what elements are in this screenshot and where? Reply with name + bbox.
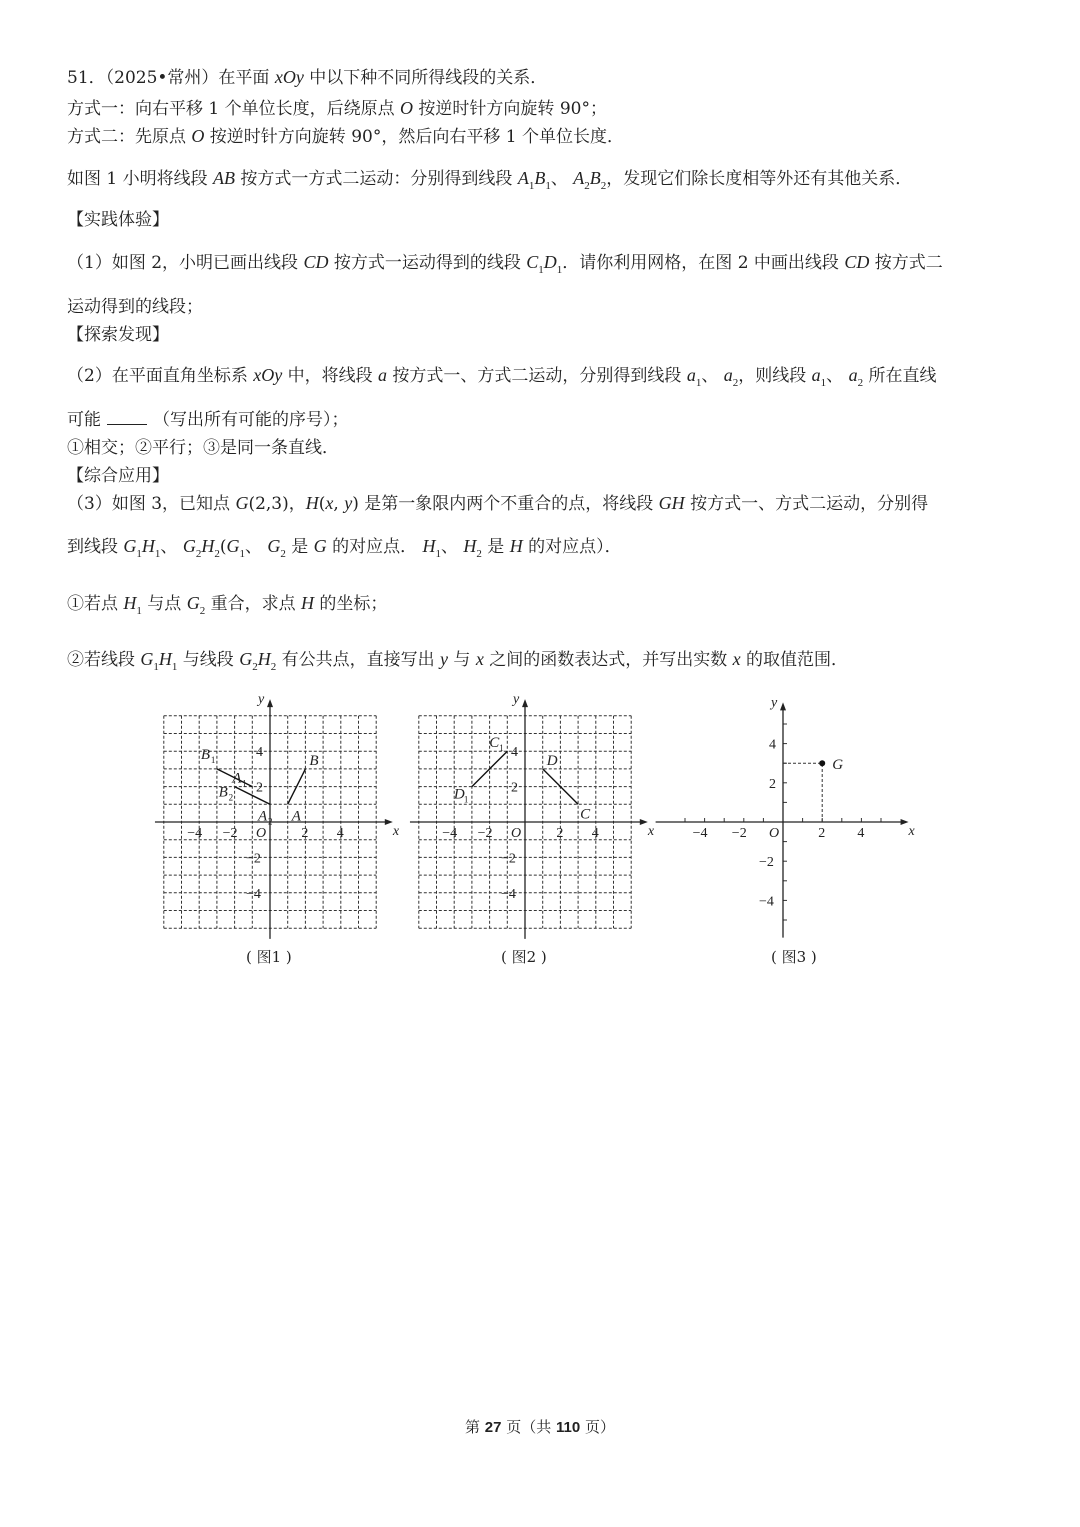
text-run: 之间的函数表达式，并写出实数 xyxy=(483,650,733,670)
math-symbol: H xyxy=(257,649,271,669)
x-tick-label: −2 xyxy=(731,826,747,841)
text-run: 【实践体验】 xyxy=(67,210,169,230)
text-run: 是 xyxy=(481,537,510,557)
text-run: 的对应点． xyxy=(326,537,423,557)
point-label: B xyxy=(309,752,319,769)
subscript: 1 xyxy=(239,548,245,560)
math-symbol: H xyxy=(158,649,172,669)
text-run: （1）如图 2，小明已画出线段 xyxy=(67,253,304,273)
text-run: 按方式一、方式二运动，分别得到线段 xyxy=(387,366,687,386)
math-symbol: O xyxy=(191,126,205,146)
text-run: ②若线段 xyxy=(67,650,141,670)
figure-2 xyxy=(410,692,655,966)
y-tick-label: −4 xyxy=(759,894,774,910)
text-run: 按逆时针方向旋转 90°，然后向右平移 1 个单位长度． xyxy=(204,127,624,147)
y-axis-label: y xyxy=(771,695,778,711)
math-symbol: G xyxy=(267,536,281,556)
subscript: 1 xyxy=(545,180,551,192)
text-run: （2）在平面直角坐标系 xyxy=(67,366,254,386)
text-run: 方式一：向右平移 1 个单位长度，后绕原点 xyxy=(67,99,401,119)
math-symbol: H xyxy=(509,536,523,556)
subscript: 2 xyxy=(270,661,277,673)
x-tick-label: 2 xyxy=(818,826,826,841)
subscript: 1 xyxy=(538,264,544,276)
text-run: （写出所有可能的序号）； xyxy=(153,410,349,430)
x-axis-label: x xyxy=(392,824,400,839)
figure-3 xyxy=(656,695,916,966)
text-run: 是 xyxy=(285,537,314,557)
text-run: ，则线段 xyxy=(738,366,812,386)
text-run: 与点 xyxy=(141,594,187,614)
text-run: 中，将线段 xyxy=(282,366,379,386)
x-arrow-icon xyxy=(385,819,393,825)
y-tick-label: 4 xyxy=(511,745,518,761)
subscript: 1 xyxy=(171,661,178,673)
subscript: 2 xyxy=(252,661,258,673)
y-arrow-icon xyxy=(780,702,786,710)
x-tick-label: −4 xyxy=(692,826,708,841)
text-run: 所在直线 xyxy=(863,366,937,386)
math-symbol: H xyxy=(141,536,155,556)
subscript: 2 xyxy=(732,377,739,389)
text-run: 方式二：先原点 xyxy=(67,127,192,147)
point-label-subscript: 1 xyxy=(499,743,504,754)
text-run: ( xyxy=(318,494,326,514)
point-label-subscript: 1 xyxy=(210,754,216,765)
text-run: 、 xyxy=(550,169,574,189)
x-tick-label: 2 xyxy=(301,826,309,841)
y-tick-label: −2 xyxy=(246,851,261,867)
x-arrow-icon xyxy=(901,819,909,825)
math-symbol: H xyxy=(301,593,315,613)
math-symbol: G xyxy=(123,536,137,556)
math-symbol: G xyxy=(140,649,154,669)
y-tick-label: −4 xyxy=(246,886,261,902)
point-label-subscript: 2 xyxy=(228,792,234,803)
math-symbol: GH xyxy=(658,493,685,513)
subscript: 2 xyxy=(195,548,202,560)
text-run: 的对应点）． xyxy=(522,537,622,557)
text-run: 【综合应用】 xyxy=(67,466,169,486)
y-axis-label: y xyxy=(513,692,520,708)
y-tick-label: −4 xyxy=(501,886,516,902)
text-run: (2,3)， xyxy=(248,494,306,514)
x-arrow-icon xyxy=(640,819,648,825)
math-symbol: CD xyxy=(844,252,870,272)
math-symbol: G xyxy=(186,593,200,613)
x-axis-label: x xyxy=(647,824,655,839)
subscript: 2 xyxy=(600,180,607,192)
subscript: 1 xyxy=(153,661,159,673)
point-marker xyxy=(819,760,825,766)
y-tick-label: 2 xyxy=(256,780,263,796)
point-label: D xyxy=(546,752,558,769)
figure-caption: ( 图2 ) xyxy=(501,948,547,966)
math-symbol: xOy xyxy=(253,365,283,385)
subscript: 1 xyxy=(556,264,563,276)
x-tick-label: 4 xyxy=(857,826,865,841)
page-footer xyxy=(0,1416,1080,1437)
text-run: 运动得到的线段； xyxy=(67,297,203,317)
math-symbol: x xyxy=(732,649,741,669)
point-label: A xyxy=(258,808,268,825)
math-symbol: C xyxy=(526,252,539,272)
math-symbol: O xyxy=(400,98,414,118)
point-label: C xyxy=(489,735,500,752)
footer-text: 页（共 xyxy=(501,1418,557,1436)
text-run: 按逆时针方向旋转 90°； xyxy=(413,99,607,119)
footer-text: 第 xyxy=(465,1418,485,1436)
subscript: 1 xyxy=(820,377,827,389)
page-number: 27 xyxy=(484,1419,502,1436)
subscript: 1 xyxy=(695,377,702,389)
text-run: 如图 1 小明将线段 xyxy=(67,169,214,189)
text-run: 到线段 xyxy=(67,537,124,557)
y-tick-label: 4 xyxy=(256,745,263,761)
math-symbol: A xyxy=(517,168,529,188)
y-tick-label: 2 xyxy=(769,776,776,792)
line-segment xyxy=(543,769,578,804)
text-run: 、 xyxy=(440,537,464,557)
math-symbol: x xyxy=(475,649,484,669)
point-label: B xyxy=(218,784,228,801)
text-run: 中以下种不同所得线段的关系． xyxy=(303,68,548,88)
math-symbol: H xyxy=(463,536,477,556)
text-run: ①相交；②平行；③是同一条直线． xyxy=(67,438,339,458)
footer-text: 页） xyxy=(580,1418,615,1436)
point-label: B xyxy=(200,746,211,763)
subscript: 1 xyxy=(136,548,142,560)
text-run: 的取值范围． xyxy=(740,650,849,670)
math-symbol: a xyxy=(378,365,388,385)
math-symbol: y xyxy=(344,493,353,513)
page-total: 110 xyxy=(556,1419,581,1436)
origin-label: O xyxy=(511,826,522,841)
math-symbol: xOy xyxy=(274,67,304,87)
math-symbol: a xyxy=(811,365,821,385)
math-symbol: G xyxy=(239,649,253,669)
math-symbol: D xyxy=(543,252,557,272)
math-symbol: y xyxy=(440,649,449,669)
x-tick-label: −2 xyxy=(222,826,238,841)
math-symbol: G xyxy=(182,536,196,556)
text-run: , xyxy=(333,494,345,514)
origin-label: O xyxy=(769,826,780,841)
subscript: 2 xyxy=(214,548,220,560)
math-symbol: a xyxy=(723,365,733,385)
figure-caption: ( 图1 ) xyxy=(246,948,292,966)
point-label: A xyxy=(291,808,301,825)
math-symbol: B xyxy=(534,168,546,188)
text-run: 与线段 xyxy=(177,650,240,670)
math-symbol: B xyxy=(589,168,601,188)
subscript: 1 xyxy=(154,548,161,560)
math-symbol: H xyxy=(305,493,319,513)
point-label: C xyxy=(580,806,591,823)
text-run: 按方式一方式二运动：分别得到线段 xyxy=(235,169,518,189)
figure-1 xyxy=(155,692,400,966)
text-run: 的坐标； xyxy=(314,594,388,614)
math-symbol: H xyxy=(422,536,436,556)
text-run: ) 是第一象限内两个不重合的点，将线段 xyxy=(352,494,659,514)
text-run: ，发现它们除长度相等外还有其他关系． xyxy=(606,169,913,189)
point-label: A xyxy=(232,770,242,787)
text-run: 51．（2025•常州）在平面 xyxy=(67,68,275,88)
y-arrow-icon xyxy=(267,699,273,707)
subscript: 2 xyxy=(199,605,206,617)
text-run: 按方式一、方式二运动，分别得 xyxy=(684,494,929,514)
text-run: 与 xyxy=(448,650,476,670)
origin-label: O xyxy=(256,826,267,841)
y-axis-label: y xyxy=(258,692,265,708)
subscript: 1 xyxy=(528,180,535,192)
text-run: 、 xyxy=(160,537,183,557)
math-symbol: H xyxy=(123,593,137,613)
math-symbol: a xyxy=(686,365,696,385)
subscript: 1 xyxy=(435,548,441,560)
math-symbol: G xyxy=(226,536,240,556)
y-arrow-icon xyxy=(522,699,528,707)
text-run: 按方式二 xyxy=(869,253,943,273)
text-run: 、 xyxy=(701,366,724,386)
x-tick-label: −2 xyxy=(477,826,493,841)
text-run: 、 xyxy=(826,366,849,386)
point-label-subscript: 2 xyxy=(268,816,273,827)
text-run: 有公共点，直接写出 xyxy=(276,650,441,670)
text-run: 可能 xyxy=(67,410,101,430)
x-axis-label: x xyxy=(908,824,915,839)
point-label: G xyxy=(832,757,844,774)
text-run: 【探索发现】 xyxy=(67,325,169,345)
subscript: 1 xyxy=(136,605,142,617)
y-tick-label: 2 xyxy=(511,780,518,796)
text-run: （3）如图 3，已知点 xyxy=(67,494,236,514)
text-run: ．请你利用网格，在图 2 中画出线段 xyxy=(562,253,845,273)
math-symbol: H xyxy=(201,536,215,556)
point-label-subscript: 1 xyxy=(463,794,469,805)
text-run: 、 xyxy=(244,537,268,557)
subscript: 2 xyxy=(584,180,590,192)
x-tick-label: 2 xyxy=(556,826,564,841)
figure-caption: ( 图3 ) xyxy=(771,948,817,966)
math-symbol: G xyxy=(235,493,249,513)
math-symbol: x xyxy=(325,493,334,513)
point-label-subscript: 1 xyxy=(242,778,247,789)
subscript: 2 xyxy=(857,377,864,389)
math-symbol: a xyxy=(848,365,858,385)
subscript: 2 xyxy=(476,548,482,560)
math-symbol: CD xyxy=(303,252,329,272)
subscript: 2 xyxy=(280,548,286,560)
point-label: D xyxy=(453,786,465,803)
text-run: ①若点 xyxy=(67,594,124,614)
text-run: 按方式一运动得到的线段 xyxy=(328,253,527,273)
y-tick-label: 4 xyxy=(769,737,776,753)
x-tick-label: 4 xyxy=(591,826,599,841)
x-tick-label: 4 xyxy=(336,826,344,841)
math-symbol: G xyxy=(313,536,327,556)
math-symbol: AB xyxy=(213,168,236,188)
text-run: 重合，求点 xyxy=(205,594,302,614)
y-tick-label: −2 xyxy=(501,851,516,867)
text-run: ( xyxy=(219,537,227,557)
math-symbol: A xyxy=(573,168,585,188)
x-tick-label: −4 xyxy=(187,826,203,841)
y-tick-label: −2 xyxy=(759,855,774,871)
x-tick-label: −4 xyxy=(442,826,458,841)
